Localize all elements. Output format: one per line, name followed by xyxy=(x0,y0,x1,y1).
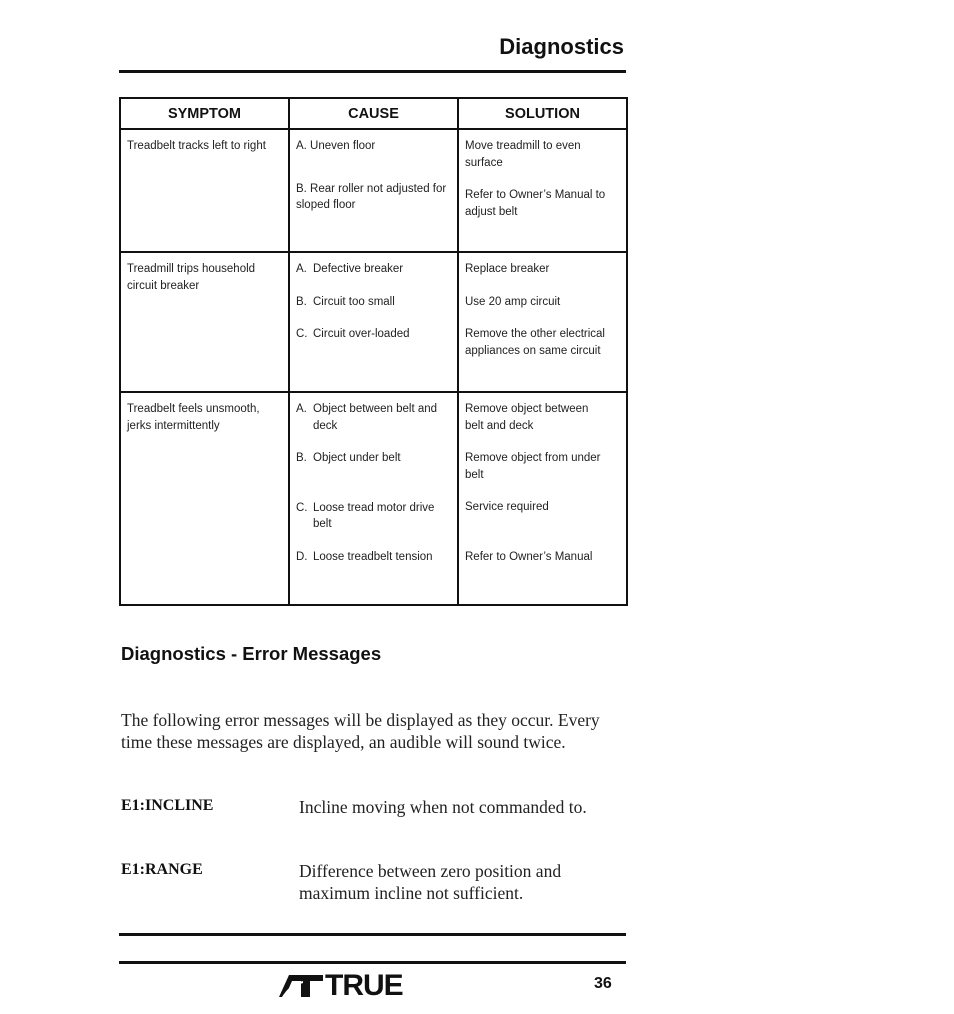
column-header-solution: SOLUTION xyxy=(458,98,627,129)
cause-item: B. Rear roller not adjusted for sloped floor xyxy=(296,182,447,211)
true-logo xyxy=(279,971,403,1001)
page-number: 36 xyxy=(594,975,612,992)
solution-item: Replace breaker xyxy=(465,263,550,275)
solution-item: Remove object between belt and deck xyxy=(465,403,589,432)
cause-text: Object between belt and deck xyxy=(313,403,438,432)
cause-item xyxy=(296,294,451,311)
cause-item xyxy=(296,401,451,434)
brand-mark-icon xyxy=(279,974,323,998)
cause-cell xyxy=(289,252,458,392)
solution-cell xyxy=(458,392,627,605)
error-description: Incline moving when not commanded to. xyxy=(299,797,587,817)
cause-letter: D. xyxy=(296,550,308,563)
cause-letter: A. xyxy=(296,263,307,275)
column-header-cause: CAUSE xyxy=(289,98,458,129)
solution-cell xyxy=(458,252,627,392)
cause-item xyxy=(296,500,451,533)
solution-item: Use 20 amp circuit xyxy=(465,295,561,308)
symptom-cell xyxy=(120,129,289,252)
diagnostics-table xyxy=(119,97,628,606)
cause-cell xyxy=(289,392,458,605)
symptom-cell xyxy=(120,392,289,605)
table-row xyxy=(120,129,627,252)
cause-letter: B. xyxy=(296,295,307,308)
cause-text: Object under belt xyxy=(313,452,401,464)
page-title: Diagnostics xyxy=(499,34,624,59)
footer-rule xyxy=(119,933,626,936)
symptom-text: Treadbelt tracks left to right xyxy=(127,140,266,152)
solution-item: Move treadmill to even surface xyxy=(465,140,581,169)
solution-item: Remove object from under belt xyxy=(465,452,601,481)
cause-cell xyxy=(289,129,458,252)
solution-item: Remove the other electrical appliances on same circuit xyxy=(465,328,605,357)
cause-item xyxy=(296,450,451,467)
cause-item xyxy=(296,549,451,566)
cause-text: Loose tread motor drive belt xyxy=(313,501,435,530)
cause-item xyxy=(296,261,451,278)
table-row xyxy=(120,392,627,605)
symptom-text: Treadbelt feels unsmooth, jerks intermittently xyxy=(127,403,260,432)
cause-text: Circuit too small xyxy=(313,295,395,308)
solution-item: Refer to Owner’s Manual xyxy=(465,550,593,563)
cause-text: Loose treadbelt tension xyxy=(313,550,433,563)
table-header-row xyxy=(120,98,627,129)
cause-letter: C. xyxy=(296,501,308,514)
cause-letter: C. xyxy=(296,328,308,340)
solution-item: Refer to Owner’s Manual to adjust belt xyxy=(465,189,606,218)
error-description: Difference between zero position and maximum incline not sufficient. xyxy=(299,861,562,903)
column-header-symptom: SYMPTOM xyxy=(120,98,289,129)
error-code: E1:RANGE xyxy=(121,861,203,878)
brand-text: TRUE xyxy=(325,969,403,1002)
solution-cell xyxy=(458,129,627,252)
table-row xyxy=(120,252,627,392)
header-rule xyxy=(119,70,626,73)
cause-letter: B. xyxy=(296,452,307,464)
cause-text: Circuit over-loaded xyxy=(313,328,410,340)
error-code: E1:INCLINE xyxy=(121,797,214,814)
solution-item: Service required xyxy=(465,501,549,513)
footer-rule xyxy=(119,961,626,964)
cause-letter: A. xyxy=(296,403,307,415)
section-title: Diagnostics - Error Messages xyxy=(121,643,382,664)
intro-paragraph: The following error messages will be displayed as they occur. Every time these messages are displayed, an audible will sound twice. xyxy=(121,710,600,752)
symptom-text: Treadmill trips household circuit breaker xyxy=(127,263,256,292)
cause-item xyxy=(296,326,451,343)
cause-text: Defective breaker xyxy=(313,263,404,275)
cause-item: A. Uneven floor xyxy=(296,140,376,152)
symptom-cell xyxy=(120,252,289,392)
